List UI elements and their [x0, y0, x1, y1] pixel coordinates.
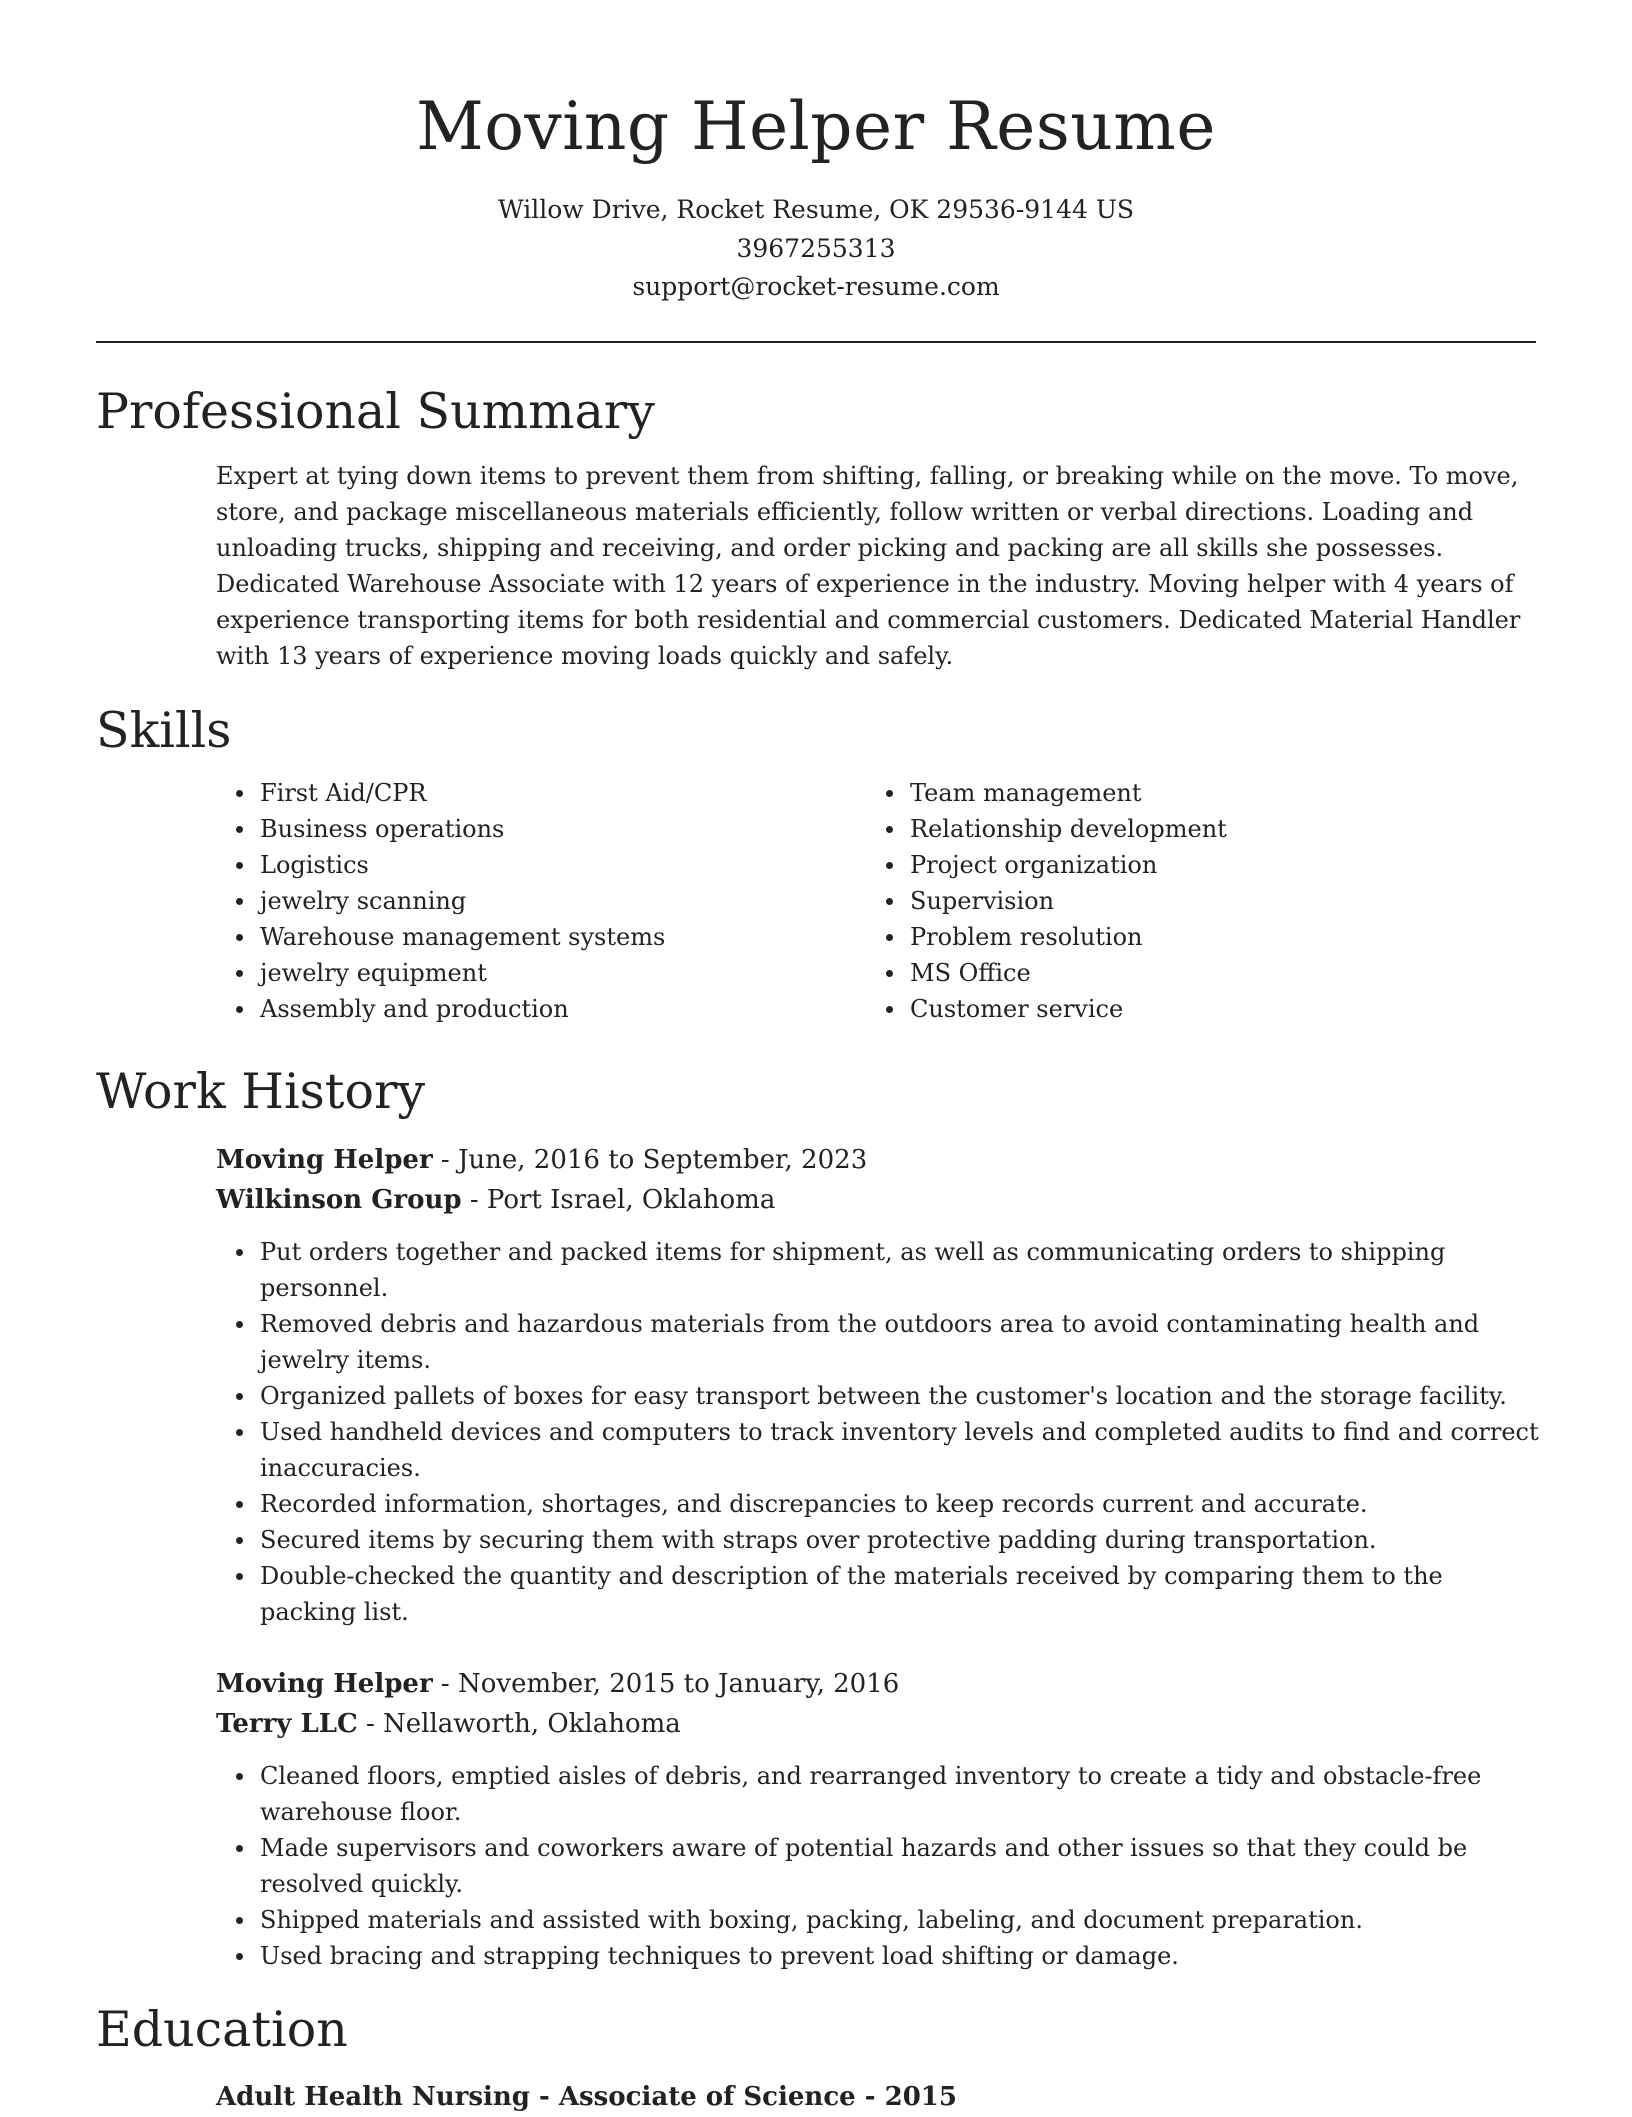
- job-duty: Double-checked the quantity and description of the materials received by comparing them to the packing list.: [216, 1558, 1546, 1630]
- skill-item: Warehouse management systems: [216, 919, 856, 955]
- skill-item: Customer service: [866, 991, 1506, 1027]
- job-duty: Cleaned floors, emptied aisles of debris, and rearranged inventory to create a tidy and obstacle-free warehouse floor.: [216, 1758, 1546, 1830]
- skill-item: Supervision: [866, 883, 1506, 919]
- education-entry: [216, 2077, 957, 2117]
- skill-item: Logistics: [216, 847, 856, 883]
- job-duty: Used handheld devices and computers to track inventory levels and completed audits to find and correct inaccuracies.: [216, 1414, 1546, 1486]
- summary-heading: Professional Summary: [96, 383, 655, 440]
- skill-item: Team management: [866, 775, 1506, 811]
- job-title-line: [216, 1664, 899, 1704]
- job-duty: Made supervisors and coworkers aware of potential hazards and other issues so that they could be resolved quickly.: [216, 1830, 1546, 1902]
- job-location: - Nellaworth, Oklahoma: [357, 1709, 681, 1739]
- header-divider: [96, 341, 1536, 343]
- skill-item: Problem resolution: [866, 919, 1506, 955]
- skill-item: First Aid/CPR: [216, 775, 856, 811]
- job-duty: Organized pallets of boxes for easy transport between the customer's location and the storage facility.: [216, 1378, 1546, 1414]
- job-dates: - June, 2016 to September, 2023: [432, 1145, 868, 1175]
- job-location: - Port Israel, Oklahoma: [461, 1185, 776, 1215]
- job-duty: Recorded information, shortages, and discrepancies to keep records current and accurate.: [216, 1486, 1546, 1522]
- job-dates: - November, 2015 to January, 2016: [432, 1669, 900, 1699]
- contact-address: Willow Drive, Rocket Resume, OK 29536-9144 US: [497, 195, 1135, 224]
- skill-item: Project organization: [866, 847, 1506, 883]
- skill-item: jewelry scanning: [216, 883, 856, 919]
- skills-list-left: [216, 775, 856, 1027]
- job-duties-list: [216, 1234, 1546, 1630]
- education-degree: - Associate of Science: [529, 2082, 856, 2112]
- skill-item: Business operations: [216, 811, 856, 847]
- contact-email: support@rocket-resume.com: [632, 272, 1000, 301]
- job-duty: Secured items by securing them with straps over protective padding during transportation.: [216, 1522, 1546, 1558]
- skills-list-right: [866, 775, 1506, 1027]
- education-program: Adult Health Nursing: [216, 2082, 530, 2112]
- resume-title: Moving Helper Resume: [416, 88, 1216, 165]
- skill-item: MS Office: [866, 955, 1506, 991]
- skill-item: Assembly and production: [216, 991, 856, 1027]
- job-duty: Put orders together and packed items for shipment, as well as communicating orders to shipping personnel.: [216, 1234, 1546, 1306]
- education-year: - 2015: [855, 2082, 957, 2112]
- job-company: Wilkinson Group: [216, 1185, 462, 1215]
- summary-text: Expert at tying down items to prevent them from shifting, falling, or breaking while on the move. To move, store, and package miscellaneous materials efficiently, follow written or verbal directions. Loading and unloading trucks, shipping and receiving, and order picking and packing are all skills she possesses. Dedicated Warehouse Associate with 12 years of experience in the industry. Moving helper with 4 years of experience transporting items for both residential and commercial customers. Dedicated Material Handler with 13 years of experience moving loads quickly and safely.: [216, 462, 1521, 670]
- skill-item: jewelry equipment: [216, 955, 856, 991]
- job-title-line: [216, 1140, 867, 1180]
- skills-heading: Skills: [96, 702, 232, 759]
- skill-item: Relationship development: [866, 811, 1506, 847]
- job-duty: Shipped materials and assisted with boxing, packing, labeling, and document preparation.: [216, 1902, 1546, 1938]
- job-duty: Used bracing and strapping techniques to prevent load shifting or damage.: [216, 1938, 1546, 1974]
- job-company: Terry LLC: [216, 1709, 358, 1739]
- job-company-line: [216, 1180, 775, 1220]
- job-duties-list: [216, 1758, 1546, 1974]
- job-role: Moving Helper: [216, 1145, 433, 1175]
- job-duty: Removed debris and hazardous materials from the outdoors area to avoid contaminating health and jewelry items.: [216, 1306, 1546, 1378]
- contact-phone: 3967255313: [736, 234, 896, 263]
- job-role: Moving Helper: [216, 1669, 433, 1699]
- work-history-heading: Work History: [96, 1063, 426, 1120]
- job-company-line: [216, 1704, 681, 1744]
- education-heading: Education: [96, 2001, 348, 2058]
